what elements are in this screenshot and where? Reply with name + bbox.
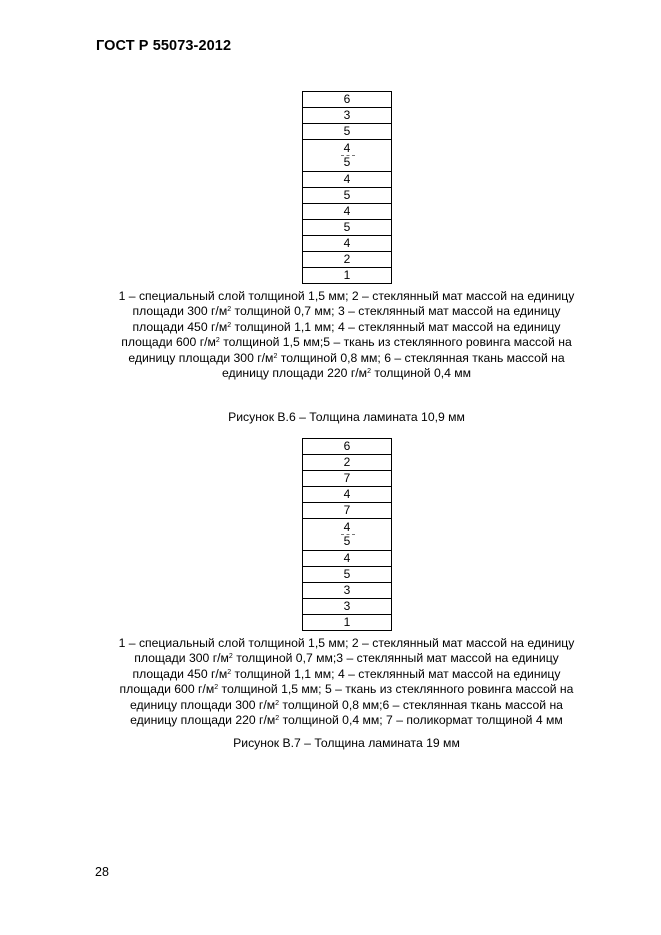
- layer-cell: 1: [303, 268, 391, 284]
- layer-cell-split: [303, 519, 391, 551]
- caption-line: площади 600 $г/м^2$ толщиной 1,5 мм; 5 – ткань из стеклянного ровинга массой на: [119, 682, 574, 697]
- caption-line: площади 450 $г/м^2$ толщиной 1,1 мм; 4 – стеклянный мат массой на единицу: [132, 319, 561, 334]
- caption-line: единицу площади 300 $г/м^2$ толщиной 0,8 мм;6 – стеклянная ткань массой на: [130, 697, 563, 712]
- layer-label: 4: [343, 141, 351, 155]
- layer-cell: 7: [303, 471, 391, 487]
- caption-line: площади 300 $г/м^2$ толщиной 0,7 мм;3 – стеклянный мат массой на единицу: [134, 651, 559, 666]
- layer-cell: 3: [303, 599, 391, 615]
- caption-line: единицу площади 220 $г/м^2$ толщиной 0,4 мм: [221, 366, 472, 381]
- layer-cell: 5: [303, 567, 391, 583]
- laminate-layers-b6: [302, 91, 392, 284]
- layer-cell: 5: [303, 220, 391, 236]
- layer-cell: 4: [303, 204, 391, 220]
- layer-label: 5: [343, 155, 351, 169]
- layer-cell: 6: [303, 92, 391, 108]
- figure-caption-b6: [60, 289, 633, 381]
- figure-title-b6: Рисунок В.6 – Толщина ламината 10,9 мм: [228, 410, 465, 424]
- layer-cell: 1: [303, 615, 391, 631]
- layer-cell: 3: [303, 108, 391, 124]
- layer-cell: 7: [303, 503, 391, 519]
- layer-cell: 4: [303, 236, 391, 252]
- figure-title-b7: Рисунок В.7 – Толщина ламината 19 мм: [233, 736, 460, 750]
- page-number: 28: [95, 865, 109, 879]
- document-title: ГОСТ Р 55073-2012: [96, 38, 232, 54]
- caption-line: 1 – специальный слой толщиной 1,5 мм; 2 – стеклянный мат массой на единицу: [118, 636, 575, 650]
- layer-cell: 4: [303, 487, 391, 503]
- layer-label: 5: [343, 534, 351, 548]
- layer-cell-split: [303, 140, 391, 172]
- layer-cell: 5: [303, 188, 391, 204]
- caption-line: площади 300 $г/м^2$ толщиной 0,7 мм; 3 – стеклянный мат массой на единицу: [132, 304, 561, 319]
- figure-caption-b7: [60, 636, 633, 728]
- laminate-layers-b7: [302, 438, 392, 631]
- caption-line: площади 600 $г/м^2$ толщиной 1,5 мм;5 – ткань из стеклянного ровинга массой на: [121, 335, 572, 350]
- layer-cell: 3: [303, 583, 391, 599]
- caption-line: единицу площади 300 $г/м^2$ толщиной 0,8 мм; 6 – стеклянная ткань массой на: [128, 350, 565, 365]
- caption-line: единицу площади 220 $г/м^2$ толщиной 0,4 мм; 7 – поликормат толщиной 4 мм: [130, 713, 563, 728]
- layer-label: 4: [343, 520, 351, 534]
- caption-line: 1 – специальный слой толщиной 1,5 мм; 2 – стеклянный мат массой на единицу: [118, 289, 575, 303]
- layer-cell: 2: [303, 252, 391, 268]
- layer-cell: 2: [303, 455, 391, 471]
- caption-line: площади 450 $г/м^2$ толщиной 1,1 мм; 4 – стеклянный мат массой на единицу: [132, 666, 561, 681]
- layer-cell: 6: [303, 439, 391, 455]
- layer-cell: 4: [303, 551, 391, 567]
- layer-cell: 5: [303, 124, 391, 140]
- layer-cell: 4: [303, 172, 391, 188]
